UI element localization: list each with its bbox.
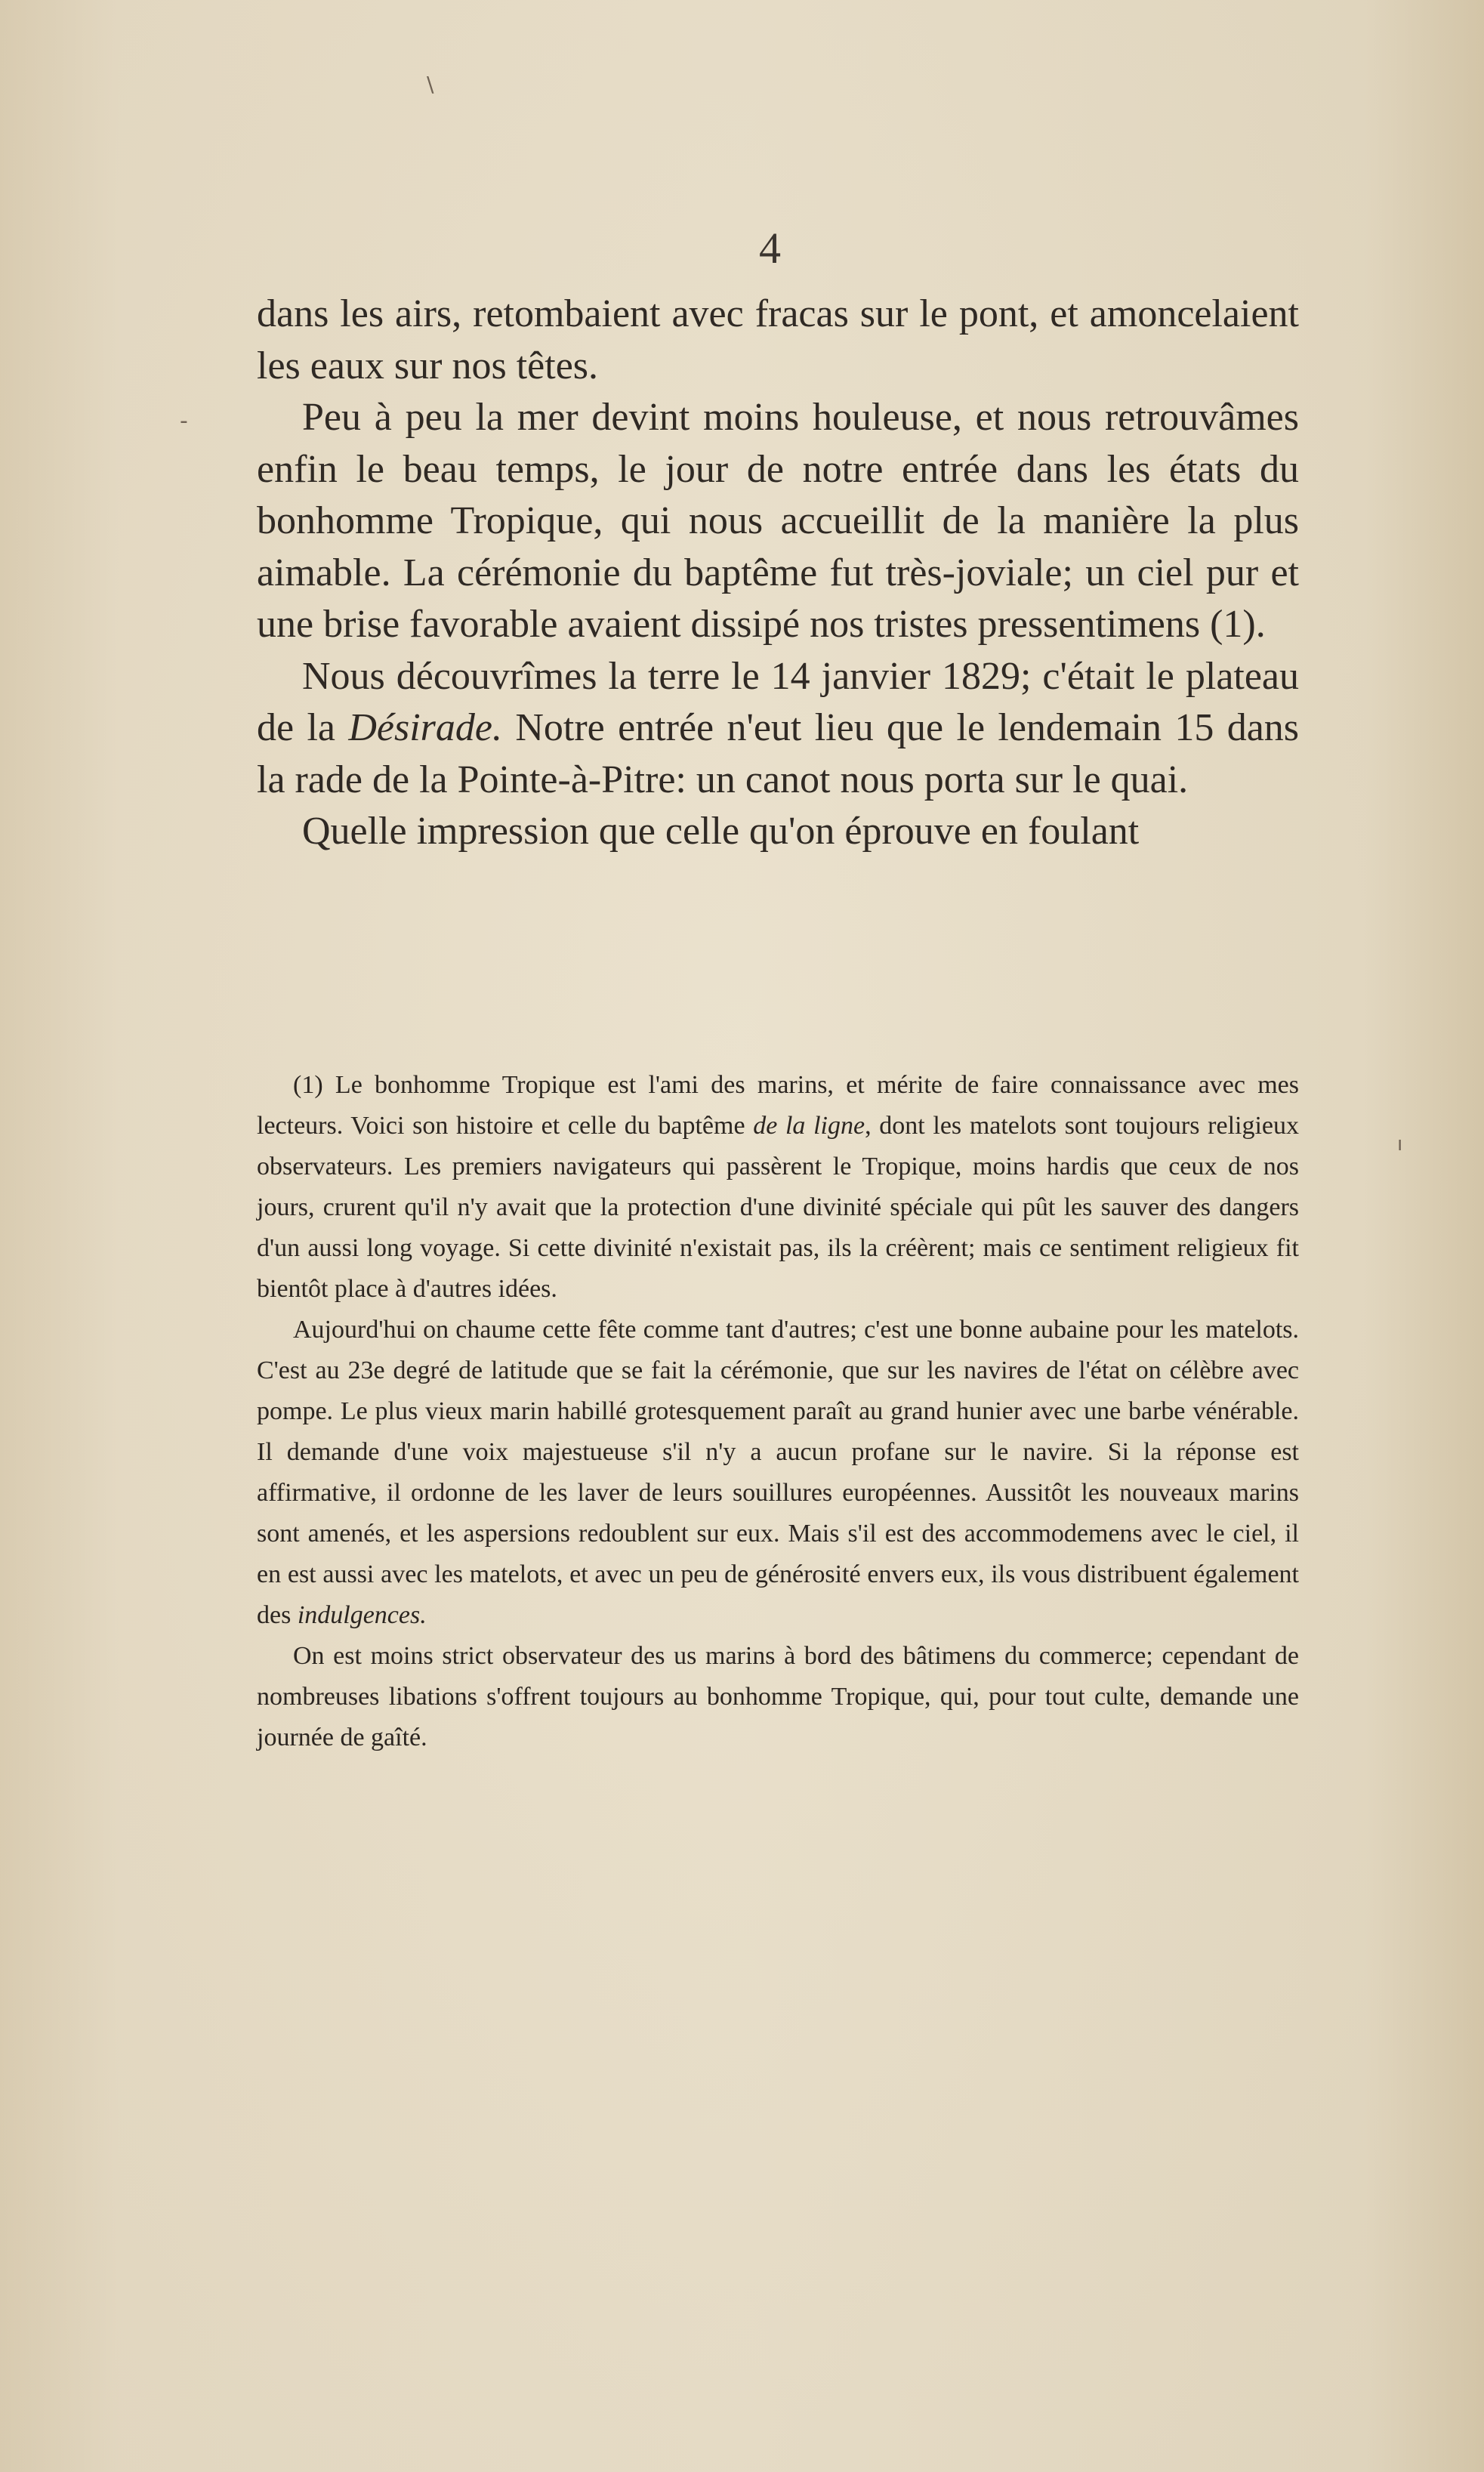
paragraph-continuation: dans les airs, retombaient avec fracas sur le pont, et amoncelaient les eaux sur nos têtes. [257,292,1299,387]
paragraph-arrival [257,651,1299,807]
footnote-1-start: (1) Le bonhomme Tropique est l'ami des marins, et mérite de faire connaissance avec mes lecteurs. Voici son histoire et celle du baptême [257,1071,1299,1140]
margin-mark-right: ı [1397,1133,1403,1156]
footnote-1-end: , dont les matelots sont toujours religieux observateurs. Les premiers navigateurs qui passèrent le Tropique, moins hardis que ceux de nos jours, crurent qu'il n'y avait que la protection d'une divinité spéciale qui pût les sauver des dangers d'un aussi long voyage. Si cette divinité n'existait pas, ils la créèrent; mais ce sentiment religieux fit bientôt place à d'autres idées. [257,1112,1299,1303]
footnote [257,1065,1299,1758]
place-name-desirade: Désirade. [348,706,502,749]
footnote-paragraph-3: On est moins strict observateur des us marins à bord des bâtimens du commerce; cependant de nombreuses libations s'offrent toujours au bonhomme Tropique, qui, pour tout culte, demande une journée de gaîté. [257,1642,1299,1751]
page-number: 4 [759,224,781,273]
footnote-paragraph-1 [257,1065,1299,1310]
arrival-text-end: Notre entrée n'eut lieu que le lendemain 15 dans la rade de la Pointe-à-Pitre: un canot nous porta sur le quai. [257,706,1300,801]
footnote-1-italic: de la ligne [753,1112,865,1140]
paragraph-impression: Quelle impression que celle qu'on éprouve en foulant [302,810,1140,853]
margin-mark-left: - [180,408,188,434]
paragraph-tropique: Peu à peu la mer devint moins houleuse, et nous retrouvâmes enfin le beau temps, le jour de notre entrée dans les états du bonhomme Tropique, qui nous accueillit de la manière la plus aimable. La cérémonie du baptême fut très-joviale; un ciel pur et une brise favorable avaient dissipé nos tristes pressentimens (1). [257,396,1299,646]
footnote-paragraph-2 [257,1310,1299,1636]
main-text [257,289,1299,858]
margin-mark-top: \ [427,72,434,97]
footnote-2-start: Aujourd'hui on chaume cette fête comme tant d'autres; c'est une bonne aubaine pour les matelots. C'est au 23e degré de latitude que se fait la cérémonie, que sur les navires de l'état on célèbre avec pompe. Le plus vieux marin habillé grotesquement paraît au grand hunier avec une barbe vénérable. Il demande d'une voix majestueuse s'il n'y a aucun profane sur le navire. Si la réponse est affirmative, il ordonne de les laver de leurs souillures européennes. Aussitôt les nouveaux marins sont amenés, et les aspersions redoublent sur eux. Mais s'il est des accommodemens avec le ciel, il en est aussi avec les matelots, et avec un peu de générosité envers eux, ils vous distribuent également des [257,1316,1299,1629]
footnote-2-italic: indulgences. [297,1601,427,1629]
arrival-text-start: Nous découvrîmes la terre le 14 janvier 1829; c'était le plateau de la [257,654,1299,749]
